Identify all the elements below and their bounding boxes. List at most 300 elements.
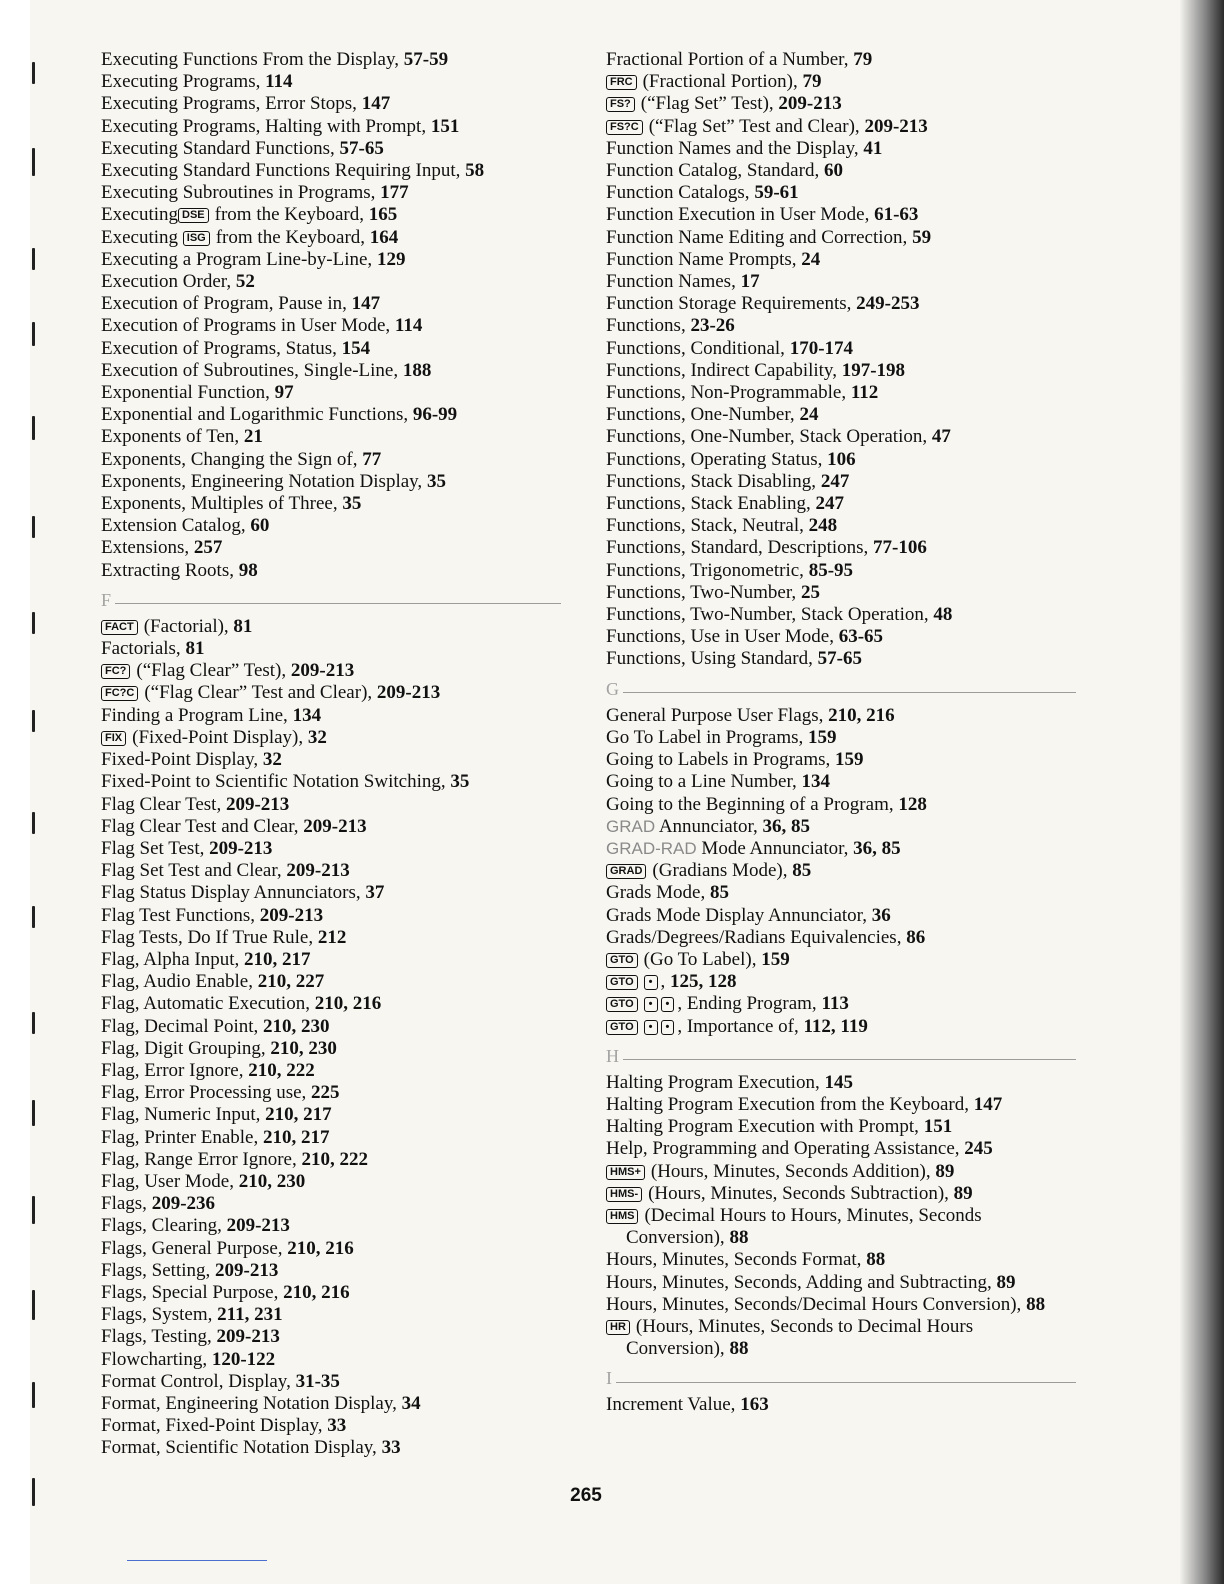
index-entry	[101, 882, 561, 904]
index-entry	[606, 71, 1076, 93]
page-reference: 60	[250, 515, 270, 537]
page-reference: 210, 230	[238, 1170, 306, 1192]
index-entry	[606, 838, 1076, 860]
page-reference: 89	[935, 1160, 955, 1182]
entry-text: Flags, Setting,	[101, 1259, 216, 1281]
index-entry	[606, 404, 1076, 426]
section-letter: I	[606, 1368, 612, 1389]
entry-text: (“Flag Set” Test and Clear),	[648, 115, 865, 137]
entry-text: Grads/Degrees/Radians Equivalencies,	[606, 926, 907, 948]
page-reference: 89	[953, 1182, 973, 1204]
index-entry	[101, 1171, 561, 1193]
page-reference: 88	[729, 1227, 749, 1249]
index-entry	[101, 1371, 561, 1393]
entry-text: Flag Set Test,	[101, 837, 210, 859]
scan-mark	[32, 812, 35, 834]
entry-text: Exponents, Engineering Notation Display,	[101, 470, 427, 492]
index-entry	[606, 293, 1076, 315]
entry-text: Halting Program Execution from the Keyboard,	[606, 1093, 974, 1115]
page-reference: 210, 230	[270, 1037, 337, 1059]
entry-text: Flag, Automatic Execution,	[101, 993, 315, 1015]
entry-text: Fixed-Point Display,	[101, 749, 263, 771]
scan-mark	[32, 248, 35, 270]
page-reference: 81	[233, 615, 253, 637]
page-reference: 210, 217	[265, 1104, 332, 1126]
entry-text: Function Storage Requirements,	[606, 293, 857, 315]
entry-text: Flag, Decimal Point,	[101, 1015, 264, 1037]
index-entry	[101, 49, 561, 71]
page-reference: 129	[376, 248, 406, 270]
page-reference: 210, 216	[828, 704, 895, 726]
scan-mark	[32, 516, 35, 538]
entry-text: Functions, Conditional,	[606, 337, 790, 359]
page-reference: 209-236	[151, 1193, 216, 1215]
index-entry	[606, 816, 1076, 838]
page-reference: 112	[850, 382, 879, 404]
page-reference: 209-213	[864, 115, 928, 137]
page-reference: 134	[292, 704, 322, 726]
page-reference: 21	[243, 426, 263, 448]
index-entry	[101, 471, 561, 493]
index-entry	[101, 682, 561, 704]
entry-text: Flags, Clearing,	[101, 1215, 227, 1237]
entry-text: Flag, Alpha Input,	[101, 948, 245, 970]
entry-text: Flags, Testing,	[101, 1326, 217, 1348]
index-entry	[101, 249, 561, 271]
index-entry	[101, 771, 561, 793]
index-entry	[101, 360, 561, 382]
page-reference: 209-213	[778, 93, 842, 115]
index-entry	[101, 449, 561, 471]
index-entry	[101, 338, 561, 360]
page-reference: 210, 216	[287, 1237, 354, 1259]
entry-text: Functions, Indirect Capability,	[606, 359, 842, 381]
key-icon: ISG	[183, 231, 210, 246]
index-entry	[606, 1161, 1076, 1183]
index-entry	[606, 1249, 1076, 1271]
entry-text: Flag Status Display Annunciators,	[101, 882, 366, 904]
entry-text: Functions, One-Number,	[606, 404, 800, 426]
index-entry	[606, 882, 1076, 904]
index-entry	[606, 426, 1076, 448]
page-reference: 212	[317, 926, 347, 948]
page-reference: 125, 128	[670, 971, 737, 993]
index-entry	[101, 93, 561, 115]
entry-text: Functions, Two-Number,	[606, 581, 801, 603]
entry-text: Flag, Range Error Ignore,	[101, 1148, 302, 1170]
page-reference: 96-99	[412, 404, 458, 426]
entry-text: Execution Order,	[101, 271, 236, 293]
scan-mark	[32, 1012, 35, 1034]
page-reference: 97	[274, 382, 294, 404]
entry-text: ,	[660, 971, 670, 993]
page-reference: 120-122	[211, 1348, 276, 1370]
entry-text: Go To Label in Programs,	[606, 726, 809, 748]
entry-text: Functions, One-Number, Stack Operation,	[606, 426, 932, 448]
entry-text: Flag, Audio Enable,	[101, 971, 258, 993]
page-reference: 147	[973, 1093, 1003, 1115]
page-reference: 145	[824, 1071, 853, 1093]
index-entry	[101, 993, 561, 1015]
entry-text: Flag Test Functions,	[101, 904, 260, 926]
section-rule	[115, 603, 561, 604]
entry-text: Exponential Function,	[101, 382, 275, 404]
section-rule	[623, 692, 1076, 693]
page-reference: 85	[709, 882, 729, 904]
index-entry	[101, 1260, 561, 1282]
entry-text: Flag, Digit Grouping,	[101, 1037, 271, 1059]
index-entry	[606, 182, 1076, 204]
index-entry	[606, 1094, 1076, 1116]
entry-text: Factorials,	[101, 638, 186, 660]
entry-text: (Fixed-Point Display),	[132, 726, 308, 748]
index-entry	[606, 1016, 1076, 1038]
entry-text: Functions, Using Standard,	[606, 648, 818, 670]
entry-text: General Purpose User Flags,	[606, 704, 829, 726]
page-reference: 197-198	[841, 359, 906, 381]
index-entry	[606, 727, 1076, 749]
entry-text: (“Flag Clear” Test),	[136, 660, 291, 682]
entry-text: Functions, Two-Number, Stack Operation,	[606, 604, 934, 626]
index-entry	[101, 660, 561, 682]
page-reference: 114	[265, 71, 293, 93]
index-entry	[101, 271, 561, 293]
index-entry	[606, 705, 1076, 727]
entry-text: Flag Tests, Do If True Rule,	[101, 926, 318, 948]
index-entry	[606, 138, 1076, 160]
index-column-left	[101, 49, 561, 1460]
entry-text: from the Keyboard,	[214, 204, 369, 226]
entry-text: (Factorial),	[143, 615, 234, 637]
page-reference: 32	[262, 749, 282, 771]
entry-text: Executing Programs,	[101, 71, 266, 93]
section-letter: H	[606, 1045, 619, 1066]
page-reference: 210, 216	[283, 1281, 350, 1303]
page-reference: 134	[801, 771, 831, 793]
index-entry	[606, 116, 1076, 138]
index-entry	[606, 794, 1076, 816]
index-entry	[101, 182, 561, 204]
page-reference: 79	[802, 71, 822, 93]
page-reference: 47	[931, 426, 951, 448]
entry-text: Flags, General Purpose,	[101, 1237, 288, 1259]
decimal-point-key-icon: •	[644, 975, 658, 990]
index-entry	[606, 537, 1076, 559]
entry-text: Extension Catalog,	[101, 515, 251, 537]
index-entry	[101, 71, 561, 93]
page-reference: 25	[800, 581, 820, 603]
index-entry	[101, 227, 561, 249]
index-entry	[606, 93, 1076, 115]
page-reference: 165	[368, 204, 398, 226]
entry-text: Help, Programming and Operating Assistance,	[606, 1138, 965, 1160]
entry-text: Function Names,	[606, 271, 741, 293]
entry-text: , Importance of,	[677, 1015, 804, 1037]
index-entry	[606, 582, 1076, 604]
entry-text: Format, Engineering Notation Display,	[101, 1392, 402, 1414]
index-entry	[101, 927, 561, 949]
page-reference: 114	[394, 315, 423, 337]
scan-mark	[32, 1100, 35, 1126]
index-entry	[101, 493, 561, 515]
section-rule	[623, 1059, 1076, 1060]
decimal-point-key-icon: •	[661, 997, 675, 1012]
page-reference: 35	[426, 470, 446, 492]
index-entry	[606, 971, 1076, 993]
index-entry	[101, 971, 561, 993]
index-entry	[101, 1326, 561, 1348]
page-reference: 159	[835, 749, 864, 771]
entry-text: Hours, Minutes, Seconds/Decimal Hours Conversion),	[606, 1293, 1027, 1315]
index-entry	[101, 949, 561, 971]
page-reference: 245	[964, 1138, 993, 1160]
section-heading-h	[606, 1045, 1076, 1067]
entry-text: (Decimal Hours to Hours, Minutes, Seconds Conversion),	[626, 1204, 982, 1249]
index-entry	[606, 1116, 1076, 1138]
annunciator-label: GRAD	[606, 816, 656, 836]
index-entry	[101, 426, 561, 448]
page-reference: 52	[235, 271, 255, 293]
entry-text: Flag Clear Test,	[101, 793, 226, 815]
page-reference: 60	[823, 160, 843, 182]
scan-mark	[32, 322, 35, 346]
entry-text: Extracting Roots,	[101, 559, 239, 581]
page-reference: 88	[866, 1249, 886, 1271]
page-reference: 188	[402, 359, 432, 381]
entry-text: Mode Annunciator,	[696, 837, 854, 859]
page-edge-shadow	[1180, 0, 1224, 1584]
page-reference: 210, 217	[263, 1126, 330, 1148]
page-reference: 57-65	[339, 137, 384, 159]
index-entry	[606, 626, 1076, 648]
index-entry	[101, 1393, 561, 1415]
page-reference: 151	[430, 115, 460, 137]
entry-text: Flag, Printer Enable,	[101, 1126, 263, 1148]
entry-text: (Go To Label),	[643, 948, 762, 970]
entry-text: Functions, Stack Disabling,	[606, 470, 821, 492]
page-reference: 89	[996, 1271, 1016, 1293]
entry-text: Flag, Error Ignore,	[101, 1059, 249, 1081]
entry-text: Functions, Trigonometric,	[606, 559, 809, 581]
index-entry	[101, 860, 561, 882]
entry-text: Function Name Prompts,	[606, 248, 802, 270]
page-reference: 209-213	[216, 1326, 280, 1348]
key-icon: FS?	[606, 97, 635, 112]
page-reference: 35	[342, 493, 362, 515]
index-entry	[101, 515, 561, 537]
index-entry	[606, 1294, 1076, 1316]
page-reference: 159	[761, 948, 790, 970]
scan-mark	[32, 416, 35, 440]
page-reference: 41	[863, 137, 883, 159]
page-reference: 36	[871, 904, 891, 926]
page-reference: 88	[1026, 1293, 1046, 1315]
index-entry	[101, 293, 561, 315]
index-entry	[101, 905, 561, 927]
entry-text: Functions, Non-Programmable,	[606, 382, 851, 404]
page-reference: 154	[341, 337, 371, 359]
section-heading-i	[606, 1367, 1076, 1389]
entry-text: Annunciator,	[655, 815, 763, 837]
page-reference: 48	[933, 604, 953, 626]
entry-text: Increment Value,	[606, 1394, 741, 1416]
page-reference: 257	[193, 537, 223, 559]
entry-text: from the Keyboard,	[215, 226, 370, 248]
index-entry	[101, 560, 561, 582]
page-reference: 209-213	[259, 904, 324, 926]
page-reference: 31-35	[295, 1370, 340, 1392]
index-entry	[101, 1215, 561, 1237]
scan-mark	[32, 1382, 35, 1408]
page-reference: 248	[808, 515, 838, 537]
key-icon: GTO	[606, 997, 638, 1012]
entry-text: Execution of Programs, Status,	[101, 337, 342, 359]
page-reference: 225	[311, 1082, 340, 1104]
page-reference: 98	[238, 559, 258, 581]
page-reference: 209-213	[376, 682, 441, 704]
index-entry	[606, 1138, 1076, 1160]
page-reference: 57-65	[817, 648, 862, 670]
entry-text: Grads Mode Display Annunciator,	[606, 904, 872, 926]
page-reference: 249-253	[856, 293, 920, 315]
entry-text: Executing Standard Functions Requiring Input,	[101, 160, 466, 182]
page-reference: 164	[369, 226, 399, 248]
page-reference: 210, 217	[244, 948, 311, 970]
entry-text: Going to a Line Number,	[606, 771, 802, 793]
entry-text: Executing Standard Functions,	[101, 137, 340, 159]
index-entry	[606, 493, 1076, 515]
page-reference: 247	[820, 470, 850, 492]
page-reference: 37	[365, 882, 385, 904]
index-entry	[101, 116, 561, 138]
entry-text: Executing Functions From the Display,	[101, 49, 404, 70]
key-icon: FIX	[101, 731, 126, 746]
index-entry	[101, 1127, 561, 1149]
index-entry	[606, 204, 1076, 226]
page-reference: 85-95	[808, 559, 854, 581]
entry-text: (Hours, Minutes, Seconds Subtraction),	[648, 1182, 954, 1204]
index-entry	[606, 860, 1076, 882]
entry-text: Flags, System,	[101, 1304, 218, 1326]
entry-text: Going to Labels in Programs,	[606, 749, 836, 771]
entry-text: Executing Programs, Halting with Prompt,	[101, 115, 431, 137]
index-entry	[101, 794, 561, 816]
entry-text: Exponents, Multiples of Three,	[101, 493, 343, 515]
page-reference: 170-174	[789, 337, 854, 359]
page-reference: 36, 85	[853, 837, 901, 859]
entry-text: Exponents of Ten,	[101, 426, 244, 448]
scan-mark	[32, 1478, 35, 1506]
key-icon: GTO	[606, 953, 638, 968]
entry-text: , Ending Program,	[677, 993, 822, 1015]
index-entry	[606, 905, 1076, 927]
entry-text: Exponents, Changing the Sign of,	[101, 448, 363, 470]
section-rule	[616, 1382, 1076, 1383]
page-reference: 151	[923, 1116, 953, 1138]
index-entry	[101, 1060, 561, 1082]
entry-text: Executing Subroutines in Programs,	[101, 182, 381, 204]
index-entry	[606, 449, 1076, 471]
scan-mark	[32, 148, 35, 176]
key-icon: FC?C	[101, 686, 138, 701]
page-reference: 247	[815, 493, 845, 515]
page-reference: 59-61	[754, 182, 799, 204]
key-icon: HMS	[606, 1209, 638, 1224]
index-entry	[606, 1183, 1076, 1205]
page-reference: 34	[401, 1392, 421, 1414]
index-entry	[101, 1238, 561, 1260]
page-reference: 209-213	[226, 1215, 290, 1237]
entry-text: Going to the Beginning of a Program,	[606, 793, 899, 815]
page-reference: 33	[381, 1437, 401, 1459]
index-entry	[101, 1437, 561, 1459]
index-entry	[606, 382, 1076, 404]
entry-text: (Fractional Portion),	[642, 71, 803, 93]
annunciator-label: GRAD-RAD	[606, 838, 697, 858]
section-heading-g	[606, 678, 1076, 700]
index-entry	[606, 749, 1076, 771]
entry-text: Executing a Program Line-by-Line,	[101, 248, 377, 270]
key-icon: HR	[606, 1320, 630, 1335]
page-reference: 57-59	[403, 49, 449, 70]
key-icon: FS?C	[606, 120, 643, 135]
index-entry	[101, 1415, 561, 1437]
page-reference: 209-213	[303, 815, 367, 837]
entry-text: Hours, Minutes, Seconds, Adding and Subtracting,	[606, 1271, 997, 1293]
index-entry	[101, 537, 561, 559]
index-entry	[101, 1082, 561, 1104]
page-reference: 177	[380, 182, 409, 204]
entry-text: Flag Clear Test and Clear,	[101, 815, 304, 837]
index-column-right	[606, 49, 1076, 1417]
index-entry	[606, 1316, 1076, 1360]
entry-text: Function Name Editing and Correction,	[606, 226, 913, 248]
decimal-point-key-icon: •	[661, 1020, 675, 1035]
scan-mark	[32, 1196, 35, 1224]
entry-text: Function Execution in User Mode,	[606, 204, 875, 226]
entry-text: (“Flag Clear” Test and Clear),	[144, 682, 377, 704]
entry-text: Executing Programs, Error Stops,	[101, 93, 362, 115]
page-reference: 17	[740, 271, 760, 293]
entry-text: Flags,	[101, 1193, 152, 1215]
page-reference: 209-213	[209, 837, 273, 859]
page-reference: 147	[351, 293, 381, 315]
index-entry	[101, 1016, 561, 1038]
page-reference: 210, 216	[314, 993, 382, 1015]
index-entry	[101, 1038, 561, 1060]
scan-mark	[32, 62, 35, 84]
entry-text: Executing	[101, 226, 183, 248]
entry-text: Exponential and Logarithmic Functions,	[101, 404, 413, 426]
entry-text: Execution of Programs in User Mode,	[101, 315, 395, 337]
key-icon: FRC	[606, 75, 637, 90]
page-reference: 209-213	[290, 660, 355, 682]
page-reference: 77-106	[873, 537, 927, 559]
page-reference: 209-213	[286, 860, 350, 882]
index-entry	[606, 227, 1076, 249]
index-entry	[606, 515, 1076, 537]
entry-text: Flag Set Test and Clear,	[101, 860, 287, 882]
entry-text: Halting Program Execution with Prompt,	[606, 1116, 924, 1138]
page-reference: 61-63	[874, 204, 919, 226]
index-entry	[606, 1394, 1076, 1416]
page-reference: 79	[853, 49, 873, 70]
entry-text: Fixed-Point to Scientific Notation Switching,	[101, 771, 451, 793]
index-entry	[606, 271, 1076, 293]
entry-text: Format, Fixed-Point Display,	[101, 1415, 328, 1437]
entry-text: Functions, Operating Status,	[606, 448, 828, 470]
entry-text: Flowcharting,	[101, 1348, 212, 1370]
